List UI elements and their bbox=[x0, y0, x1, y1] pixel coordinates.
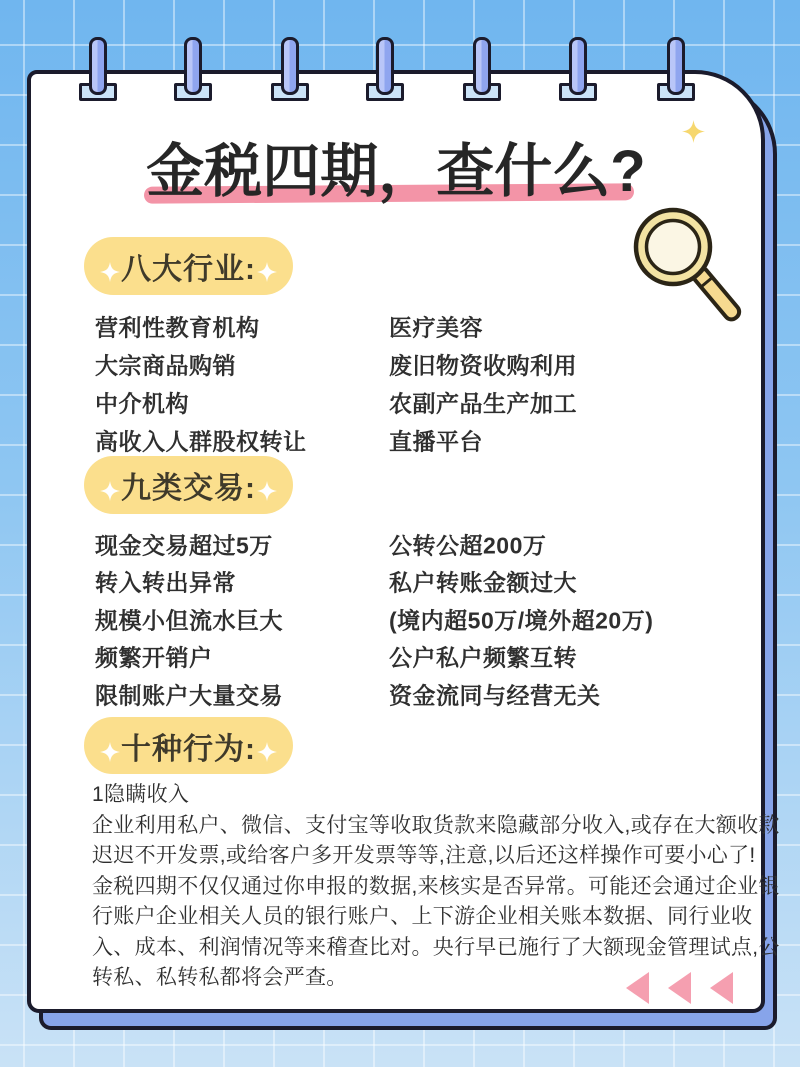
paragraph-line: 入、成本、利润情况等来稽查比对。央行早已施行了大额现金管理试点,公 bbox=[92, 935, 780, 959]
behaviors-paragraph bbox=[92, 780, 780, 994]
badge-transactions-label: 九类交易: bbox=[121, 472, 256, 505]
triangle-arrows-icon bbox=[626, 972, 733, 1004]
paragraph-line: 企业利用私户、微信、支付宝等收取货款来隐藏部分收入,或存在大额收款 bbox=[92, 813, 780, 837]
industry-item: 医疗美容 bbox=[389, 314, 483, 341]
clip-bar bbox=[184, 37, 202, 95]
transaction-item: 私户转账金额过大 bbox=[389, 569, 577, 596]
clip-bar bbox=[473, 37, 491, 95]
badge-behaviors bbox=[84, 717, 293, 774]
industry-item: 大宗商品购销 bbox=[95, 352, 236, 379]
sparkle-icon bbox=[100, 736, 120, 756]
industry-item: 中介机构 bbox=[95, 390, 189, 417]
clip-bar bbox=[281, 37, 299, 95]
magnifier-icon bbox=[614, 196, 744, 351]
industry-item: 营利性教育机构 bbox=[95, 314, 260, 341]
industry-item: 直播平台 bbox=[389, 428, 483, 455]
transaction-item: 现金交易超过5万 bbox=[95, 532, 273, 559]
clip-bar bbox=[667, 37, 685, 95]
clip-bar bbox=[569, 37, 587, 95]
transaction-item: 公转公超200万 bbox=[389, 532, 547, 559]
sparkle-icon bbox=[257, 736, 277, 756]
transaction-item: 规模小但流水巨大 bbox=[95, 607, 283, 634]
sparkle-icon bbox=[257, 256, 277, 276]
clip-bar bbox=[89, 37, 107, 95]
industry-item: 高收入人群股权转让 bbox=[95, 428, 307, 455]
paragraph-line: 转私、私转私都将会严查。 bbox=[92, 966, 348, 989]
transaction-item: 转入转出异常 bbox=[95, 569, 236, 596]
industry-item: 废旧物资收购利用 bbox=[389, 352, 577, 379]
triangle-icon bbox=[626, 972, 649, 1004]
sparkle-icon bbox=[100, 256, 120, 276]
badge-transactions bbox=[84, 456, 293, 514]
badge-behaviors-label: 十种行为: bbox=[121, 732, 256, 766]
triangle-icon bbox=[668, 972, 691, 1004]
paragraph-line: 金税四期不仅仅通过你申报的数据,来核实是否异常。可能还会通过企业银 bbox=[92, 874, 780, 898]
paragraph-line: 行账户企业相关人员的银行账户、上下游企业相关账本数据、同行业收 bbox=[92, 905, 753, 928]
transaction-item: 资金流同与经营无关 bbox=[389, 682, 601, 709]
transaction-item: 限制账户大量交易 bbox=[95, 682, 283, 709]
badge-industries-label: 八大行业: bbox=[121, 253, 256, 286]
paragraph-line: 1隐瞒收入 bbox=[92, 783, 190, 806]
triangle-icon bbox=[710, 972, 733, 1004]
page-title: 金税四期，查什么? bbox=[146, 139, 646, 204]
notepad-card bbox=[27, 70, 780, 1013]
industry-item: 农副产品生产加工 bbox=[389, 390, 577, 417]
transaction-item: 频繁开销户 bbox=[95, 644, 213, 671]
clip-bar bbox=[376, 37, 394, 95]
sparkle-icon bbox=[257, 475, 277, 495]
transaction-item: 公户私户频繁互转 bbox=[389, 644, 577, 671]
sparkle-icon bbox=[100, 475, 120, 495]
badge-industries bbox=[84, 237, 293, 295]
paragraph-line: 迟迟不开发票,或给客户多开发票等等,注意,以后还这样操作可要小心了! bbox=[92, 844, 756, 867]
sparkle-icon bbox=[682, 120, 705, 143]
transaction-item: (境内超50万/境外超20万) bbox=[389, 607, 654, 634]
